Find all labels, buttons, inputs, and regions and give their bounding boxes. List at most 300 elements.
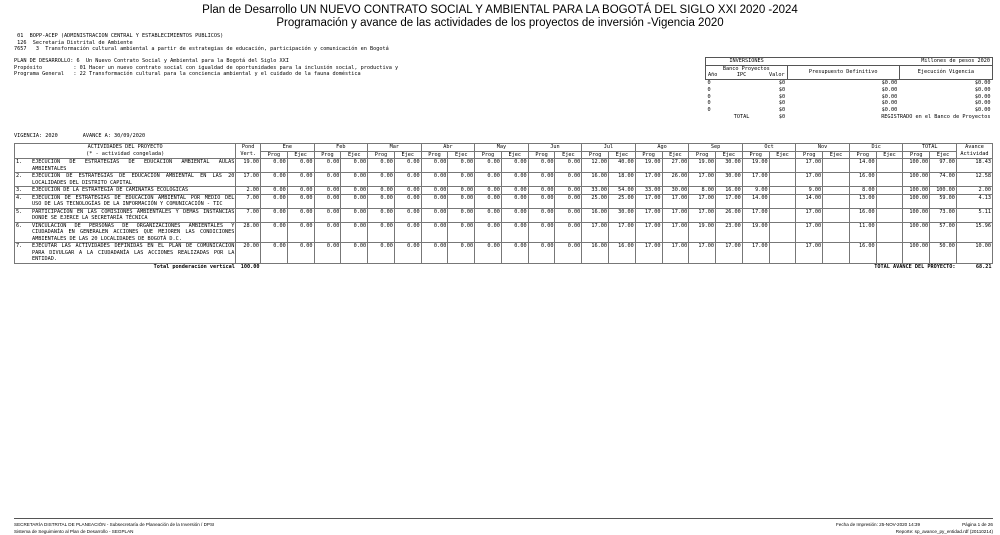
ejec-value: 0.00 <box>501 159 528 173</box>
prog-value: 17.00 <box>796 208 823 222</box>
ejec-value: 30.00 <box>716 173 743 187</box>
ejec-value <box>876 222 903 243</box>
ejec-value: 17.00 <box>662 222 689 243</box>
prog-value: 17.00 <box>689 173 716 187</box>
ejec-value: 54.00 <box>608 187 635 195</box>
prog-value: 17.00 <box>689 194 716 208</box>
sub-header-row <box>15 151 993 159</box>
prog-value: 14.00 <box>849 159 876 173</box>
prog-value: 19.00 <box>742 222 769 243</box>
total-pond-value: 100.00 <box>240 263 260 270</box>
ejec-header: Ejec <box>341 151 368 159</box>
investment-row: 0 $0 $0.00 $0.00 <box>707 100 991 107</box>
prog-value: 0.00 <box>528 194 555 208</box>
ejec-value: 0.00 <box>341 208 368 222</box>
ejec-value: 17.00 <box>662 194 689 208</box>
prog-value: 0.00 <box>528 243 555 264</box>
prog-value: 17.00 <box>635 243 662 264</box>
prog-value: 0.00 <box>314 208 341 222</box>
activity-text: EJECUCIÓN DE LA ESTRATEGIA DE CAMINATAS ECOLÓGICAS <box>31 187 236 195</box>
prog-header: Prog <box>582 151 609 159</box>
avance-subheader: Actividad <box>956 151 992 159</box>
activity-pond: 7.00 <box>236 208 261 222</box>
month-header: Dic <box>849 144 903 152</box>
ejec-value <box>769 173 796 187</box>
prog-value: 0.00 <box>475 208 502 222</box>
ejec-value: 0.00 <box>555 208 582 222</box>
prog-value: 0.00 <box>528 222 555 243</box>
activity-index: 3. <box>15 187 31 195</box>
prog-value: 0.00 <box>261 194 288 208</box>
ejec-value: 25.00 <box>608 194 635 208</box>
prog-value: 0.00 <box>368 173 395 187</box>
ejec-value: 0.00 <box>555 194 582 208</box>
month-header: Oct <box>742 144 796 152</box>
ejec-value: 74.00 <box>930 173 957 187</box>
investment-row: 0 $0 $0.00 $0.00 <box>707 93 991 100</box>
prog-header: Prog <box>903 151 930 159</box>
avance-header: Avance <box>956 144 992 152</box>
ejec-value: 18.00 <box>608 173 635 187</box>
prog-value: 9.00 <box>796 187 823 195</box>
ejec-value <box>823 243 850 264</box>
ejec-value: 0.00 <box>448 208 475 222</box>
prog-value: 0.00 <box>314 187 341 195</box>
month-header: TOTAL <box>903 144 957 152</box>
activity-avance: 12.58 <box>956 173 992 187</box>
prog-value: 0.00 <box>528 208 555 222</box>
prog-value: 0.00 <box>421 208 448 222</box>
activity-row <box>15 208 993 222</box>
prog-value: 12.00 <box>582 159 609 173</box>
prog-value: 0.00 <box>261 173 288 187</box>
prog-value: 17.00 <box>689 208 716 222</box>
prog-value: 17.00 <box>796 222 823 243</box>
investments-title: INVERSIONES <box>706 58 788 66</box>
ejec-value: 0.00 <box>555 222 582 243</box>
ejec-value: 0.00 <box>341 194 368 208</box>
ejec-value: 23.00 <box>716 222 743 243</box>
prog-value: 25.00 <box>582 194 609 208</box>
prog-value: 0.00 <box>475 187 502 195</box>
investment-row: 0 $0 $0.00 $0.00 <box>707 106 991 113</box>
prog-value: 33.00 <box>635 187 662 195</box>
ejec-value: 0.00 <box>287 187 314 195</box>
prog-header: Prog <box>635 151 662 159</box>
activity-pond: 20.00 <box>236 243 261 264</box>
report-title: Plan de Desarrollo UN NUEVO CONTRATO SOCIAL Y AMBIENTAL PARA LA BOGOTÁ DEL SIGLO XXI 2020 -2024 <box>202 4 798 16</box>
prog-value: 17.00 <box>635 208 662 222</box>
activity-text: VINCULACIÓN DE PERSONAS DE ORGANIZACIONES AMBIENTALES Y CIUDADANÍA EN GENERALEN ACCIONES QUE MEJOREN LAS CONDICIONES AMBIENTALES DE LAS 20 LOCALIDADES DE BOGOTÁ D.C. <box>31 222 235 242</box>
prog-header: Prog <box>742 151 769 159</box>
activity-pond: 2.00 <box>236 187 261 195</box>
month-header: Jun <box>528 144 582 152</box>
ejec-value <box>769 208 796 222</box>
ejec-value <box>769 222 796 243</box>
ejec-value: 0.00 <box>394 187 421 195</box>
prog-header: Prog <box>421 151 448 159</box>
prog-value: 16.00 <box>582 243 609 264</box>
activity-index: 5. <box>15 208 31 222</box>
activity-pond: 17.00 <box>236 173 261 187</box>
ejec-header: Ejec <box>662 151 689 159</box>
print-date: Fecha de Impresión: 25-NOV-2020 14:39 <box>836 522 921 527</box>
activity-text: EJECUTAR LAS ACTIVIDADES DEFINIDAS EN EL PLAN DE COMUNICACIÓN PARA DIVULGAR A LA CIUDADANÍA LAS ACCIONES REALIZADAS POR LA ENTIDAD. <box>31 243 235 262</box>
activity-index: 1. <box>15 159 31 173</box>
prog-value: 17.00 <box>582 222 609 243</box>
page-number: Página 1 de 26 <box>962 522 993 527</box>
total-avance-value: 68.21 <box>975 263 992 270</box>
ejec-value: 30.00 <box>608 208 635 222</box>
month-header-row <box>15 144 993 152</box>
ejec-header: Ejec <box>876 151 903 159</box>
ejec-value: 16.00 <box>608 243 635 264</box>
ejec-value: 0.00 <box>341 243 368 264</box>
totals-row <box>15 263 993 270</box>
pond-header: Pond <box>236 144 261 152</box>
page-footer <box>14 518 993 534</box>
plan-info <box>14 58 398 78</box>
ejec-value: 0.00 <box>341 173 368 187</box>
prog-value: 100.00 <box>903 222 930 243</box>
ejec-value: 0.00 <box>448 243 475 264</box>
month-header: Abr <box>421 144 475 152</box>
prog-value: 100.00 <box>903 187 930 195</box>
ejec-value: 0.00 <box>341 159 368 173</box>
ipc-header: IPC <box>727 72 757 79</box>
entity-info <box>14 33 389 53</box>
ejec-value <box>823 222 850 243</box>
ejec-header: Ejec <box>287 151 314 159</box>
ejec-header: Ejec <box>501 151 528 159</box>
banco-header: Banco Proyectos <box>706 65 788 72</box>
prog-value: 0.00 <box>421 243 448 264</box>
ejec-value: 73.00 <box>930 208 957 222</box>
proposito-line: Propósito : 01 Hacer un nuevo contrato social con igualdad de oportunidades para la inclusión social, productiva y <box>14 64 399 71</box>
prog-header: Prog <box>261 151 288 159</box>
presupuesto-header: Presupuesto Definitivo <box>787 65 899 79</box>
ejec-value: 59.00 <box>930 194 957 208</box>
prog-value: 13.00 <box>849 194 876 208</box>
ejec-value <box>823 208 850 222</box>
prog-value: 0.00 <box>314 173 341 187</box>
prog-value: 0.00 <box>475 159 502 173</box>
prog-value: 0.00 <box>261 187 288 195</box>
ejec-value <box>769 194 796 208</box>
report-name: Reporte: sp_avance_py_entidad.rdf (20110214) <box>895 529 993 534</box>
prog-value: 14.00 <box>742 194 769 208</box>
ejec-value: 0.00 <box>287 222 314 243</box>
ejec-value: 0.00 <box>448 194 475 208</box>
ejec-value: 0.00 <box>501 194 528 208</box>
activity-pond: 28.00 <box>236 222 261 243</box>
month-header: Mar <box>368 144 422 152</box>
prog-value: 17.00 <box>635 173 662 187</box>
ejec-value: 0.00 <box>287 159 314 173</box>
prog-value: 17.00 <box>689 243 716 264</box>
activity-row <box>15 173 993 187</box>
month-header: Feb <box>314 144 368 152</box>
prog-value: 11.00 <box>849 222 876 243</box>
investments-table <box>705 57 993 120</box>
prog-value: 0.00 <box>528 173 555 187</box>
prog-value: 0.00 <box>528 187 555 195</box>
ejec-value: 0.00 <box>287 173 314 187</box>
ejec-value <box>876 194 903 208</box>
investments-units: Millones de pesos 2020 <box>787 58 992 66</box>
activities-table <box>14 143 993 270</box>
prog-value: 16.00 <box>849 208 876 222</box>
ejec-value: 0.00 <box>394 159 421 173</box>
month-header: Ago <box>635 144 689 152</box>
ejec-value <box>769 243 796 264</box>
ejec-value: 0.00 <box>394 243 421 264</box>
ejec-header: Ejec <box>716 151 743 159</box>
ejec-value: 0.00 <box>448 187 475 195</box>
ejec-value: 0.00 <box>394 222 421 243</box>
prog-value: 17.00 <box>742 208 769 222</box>
ejec-value: 97.00 <box>930 159 957 173</box>
investment-row: 0 $0 $0.00 $0.00 <box>707 80 991 87</box>
prog-value: 17.00 <box>635 222 662 243</box>
total-valor: $0 <box>778 113 786 120</box>
activity-text: PARTICIPACIÓN EN LAS COMISIONES AMBIENTALES Y DEMÁS INSTANCIAS DONDE SE EJERCE LA SECRETARÍA TÉCNICA <box>31 208 235 221</box>
year-header: Año <box>706 72 727 79</box>
prog-value: 17.00 <box>796 243 823 264</box>
prog-value: 8.00 <box>849 187 876 195</box>
prog-value: 0.00 <box>368 222 395 243</box>
prog-value: 100.00 <box>903 208 930 222</box>
report-subtitle: Programación y avance de las actividades de los proyectos de inversión -Vigencia 2020 <box>276 17 724 29</box>
entity-line: 01 BOPP-ACEP (ADMINISTRACION CENTRAL Y ESTABLECIMIENTOS PUBLICOS) <box>14 33 224 39</box>
activity-row <box>15 159 993 173</box>
total-avance-label: TOTAL AVANCE DEL PROYECTO: <box>874 263 956 270</box>
ejecucion-header: Ejecución Vigencia <box>899 65 992 79</box>
total-pond-label: Total ponderación vertical <box>153 263 235 270</box>
ejec-header: Ejec <box>769 151 796 159</box>
ejec-value: 0.00 <box>341 187 368 195</box>
ejec-header: Ejec <box>823 151 850 159</box>
prog-value: 16.00 <box>582 208 609 222</box>
prog-value: 17.00 <box>742 173 769 187</box>
prog-value: 0.00 <box>261 222 288 243</box>
activity-row <box>15 194 993 208</box>
ejec-value <box>876 159 903 173</box>
prog-header: Prog <box>475 151 502 159</box>
prog-value: 16.00 <box>582 173 609 187</box>
month-header: Nov <box>796 144 850 152</box>
prog-value: 100.00 <box>903 194 930 208</box>
plan-line: PLAN DE DESARROLLO: 6 Un Nuevo Contrato Social y Ambiental para la Bogotá del Siglo XXI <box>14 58 289 64</box>
ejec-value: 0.00 <box>501 222 528 243</box>
ejec-value: 0.00 <box>341 222 368 243</box>
pond-subheader: Vert. <box>236 151 261 159</box>
activity-avance: 18.43 <box>956 159 992 173</box>
prog-value: 0.00 <box>368 243 395 264</box>
ejec-value: 0.00 <box>555 187 582 195</box>
ejec-value: 0.00 <box>287 243 314 264</box>
ejec-value: 0.00 <box>448 159 475 173</box>
ejec-value: 17.00 <box>662 243 689 264</box>
ejec-header: Ejec <box>448 151 475 159</box>
prog-value: 17.00 <box>635 194 662 208</box>
ejec-value: 0.00 <box>555 173 582 187</box>
prog-value: 0.00 <box>368 208 395 222</box>
activity-avance: 4.13 <box>956 194 992 208</box>
ejec-value: 0.00 <box>501 187 528 195</box>
ejec-header: Ejec <box>394 151 421 159</box>
activity-avance: 15.96 <box>956 222 992 243</box>
ejec-value: 17.00 <box>716 194 743 208</box>
prog-header: Prog <box>368 151 395 159</box>
ejec-value: 0.00 <box>287 194 314 208</box>
prog-value: 0.00 <box>475 222 502 243</box>
ejec-value <box>876 208 903 222</box>
ejec-value: 0.00 <box>501 208 528 222</box>
prog-value: 17.00 <box>796 173 823 187</box>
ejec-value: 0.00 <box>501 173 528 187</box>
prog-value: 0.00 <box>421 194 448 208</box>
programa-line: Programa General : 22 Transformación cultural para la conciencia ambiental y el cuidado de la fauna doméstica <box>14 71 361 78</box>
ejec-value: 0.00 <box>555 243 582 264</box>
activity-index: 6. <box>15 222 31 243</box>
prog-value: 16.00 <box>849 243 876 264</box>
activity-row <box>15 243 993 264</box>
footer-org: SECRETARÍA DISTRITAL DE PLANEACIÓN - Subsecretaría de Planeación de la Inversión / DPSI <box>14 522 215 527</box>
ejec-value: 40.00 <box>608 159 635 173</box>
activity-text: EJECUCIÓN DE ESTRATEGIAS DE EDUCACIÓN AMBIENTAL EN LAS 20 LOCALIDADES DEL DISTRITO CAPITAL <box>31 173 235 186</box>
prog-value: 0.00 <box>475 194 502 208</box>
prog-value: 0.00 <box>475 243 502 264</box>
ejec-value: 17.00 <box>608 222 635 243</box>
prog-value: 0.00 <box>261 243 288 264</box>
prog-value: 16.00 <box>849 173 876 187</box>
project-line: 7657 3 Transformación cultural ambiental a partir de estrategias de educación, participación y comunicación en Bogotá <box>14 46 389 53</box>
prog-value: 100.00 <box>903 243 930 264</box>
ejec-value <box>823 187 850 195</box>
ejec-value: 17.00 <box>662 208 689 222</box>
ejec-value <box>823 173 850 187</box>
prog-value: 17.00 <box>742 243 769 264</box>
prog-value: 0.00 <box>368 187 395 195</box>
prog-value: 0.00 <box>314 222 341 243</box>
prog-value: 9.00 <box>742 187 769 195</box>
ejec-value: 100.00 <box>930 187 957 195</box>
activity-avance: 2.00 <box>956 187 992 195</box>
ejec-header: Ejec <box>555 151 582 159</box>
month-header: Ene <box>261 144 315 152</box>
prog-header: Prog <box>849 151 876 159</box>
total-label: TOTAL <box>733 113 750 120</box>
ejec-value: 17.00 <box>716 243 743 264</box>
prog-header: Prog <box>528 151 555 159</box>
prog-value: 100.00 <box>903 159 930 173</box>
investment-total-row <box>706 114 993 121</box>
prog-value: 33.00 <box>582 187 609 195</box>
prog-value: 8.00 <box>689 187 716 195</box>
activity-index: 2. <box>15 173 31 187</box>
footer-system: Sistema de Seguimiento al Plan de Desarrollo - SEGPLAN <box>14 529 134 534</box>
ejec-header: Ejec <box>930 151 957 159</box>
ejec-value: 0.00 <box>448 173 475 187</box>
ejec-value: 0.00 <box>555 159 582 173</box>
entity-line: 126 Secretaría Distrital de Ambiente <box>14 39 133 46</box>
ejec-value: 57.00 <box>930 222 957 243</box>
ejec-value: 30.00 <box>662 187 689 195</box>
activity-row <box>15 187 993 195</box>
ejec-value <box>876 173 903 187</box>
prog-value: 0.00 <box>421 222 448 243</box>
prog-value: 0.00 <box>261 208 288 222</box>
prog-value: 0.00 <box>368 194 395 208</box>
ejec-value: 26.00 <box>662 173 689 187</box>
prog-value: 0.00 <box>314 194 341 208</box>
vigencia-line: VIGENCIA: 2020 AVANCE A: 30/09/2020 <box>14 133 146 139</box>
activity-pond: 19.00 <box>236 159 261 173</box>
prog-value: 0.00 <box>421 187 448 195</box>
valor-header: Valor <box>756 72 787 79</box>
prog-value: 19.00 <box>689 159 716 173</box>
ejec-value <box>823 194 850 208</box>
ejec-value <box>769 159 796 173</box>
prog-value: 0.00 <box>261 159 288 173</box>
ejec-value: 16.00 <box>716 187 743 195</box>
ejec-value: 0.00 <box>394 173 421 187</box>
ejec-value: 27.00 <box>662 159 689 173</box>
activity-row <box>15 222 993 243</box>
ejec-value: 0.00 <box>501 243 528 264</box>
prog-value: 0.00 <box>314 159 341 173</box>
prog-value: 0.00 <box>475 173 502 187</box>
month-header: Sep <box>689 144 743 152</box>
activity-subheader: (* - actividad congelada) <box>15 151 236 159</box>
prog-value: 14.00 <box>796 194 823 208</box>
prog-header: Prog <box>314 151 341 159</box>
report-header <box>0 4 1000 30</box>
ejec-value: 0.00 <box>394 194 421 208</box>
activity-header: ACTIVIDADES DEL PROYECTO <box>15 144 236 152</box>
ejec-value: 0.00 <box>394 208 421 222</box>
registered-note: REGISTRADO en el Banco de Proyectos <box>881 113 991 120</box>
prog-value: 19.00 <box>635 159 662 173</box>
activity-avance: 10.00 <box>956 243 992 264</box>
ejec-value <box>769 187 796 195</box>
activity-text: EJECUCIÓN DE ESTRATEGIAS DE EDUCACIÓN AMBIENTAL POR MEDIO DEL USO DE LAS TECNOLOGÍAS DE LA INFORMACIÓN Y COMUNICACIÓN - TIC <box>31 194 235 207</box>
prog-value: 19.00 <box>742 159 769 173</box>
activity-index: 7. <box>15 243 31 264</box>
prog-value: 0.00 <box>368 159 395 173</box>
investment-row: 0 $0 $0.00 $0.00 <box>707 86 991 93</box>
ejec-header: Ejec <box>608 151 635 159</box>
ejec-value: 26.00 <box>716 208 743 222</box>
ejec-value: 0.00 <box>448 222 475 243</box>
prog-header: Prog <box>689 151 716 159</box>
ejec-value <box>876 243 903 264</box>
activity-text: EJECUCIÓN DE ESTRATEGIAS DE EDUCACIÓN AMBIENTAL AULAS AMBIENTALES <box>31 159 235 172</box>
ejec-value: 30.00 <box>716 159 743 173</box>
ejec-value: 50.00 <box>930 243 957 264</box>
prog-value: 0.00 <box>421 173 448 187</box>
month-header: May <box>475 144 529 152</box>
prog-header: Prog <box>796 151 823 159</box>
activity-index: 4. <box>15 194 31 208</box>
prog-value: 17.00 <box>796 159 823 173</box>
activity-pond: 7.00 <box>236 194 261 208</box>
activity-avance: 5.11 <box>956 208 992 222</box>
ejec-value: 0.00 <box>287 208 314 222</box>
ejec-value <box>876 187 903 195</box>
prog-value: 0.00 <box>314 243 341 264</box>
